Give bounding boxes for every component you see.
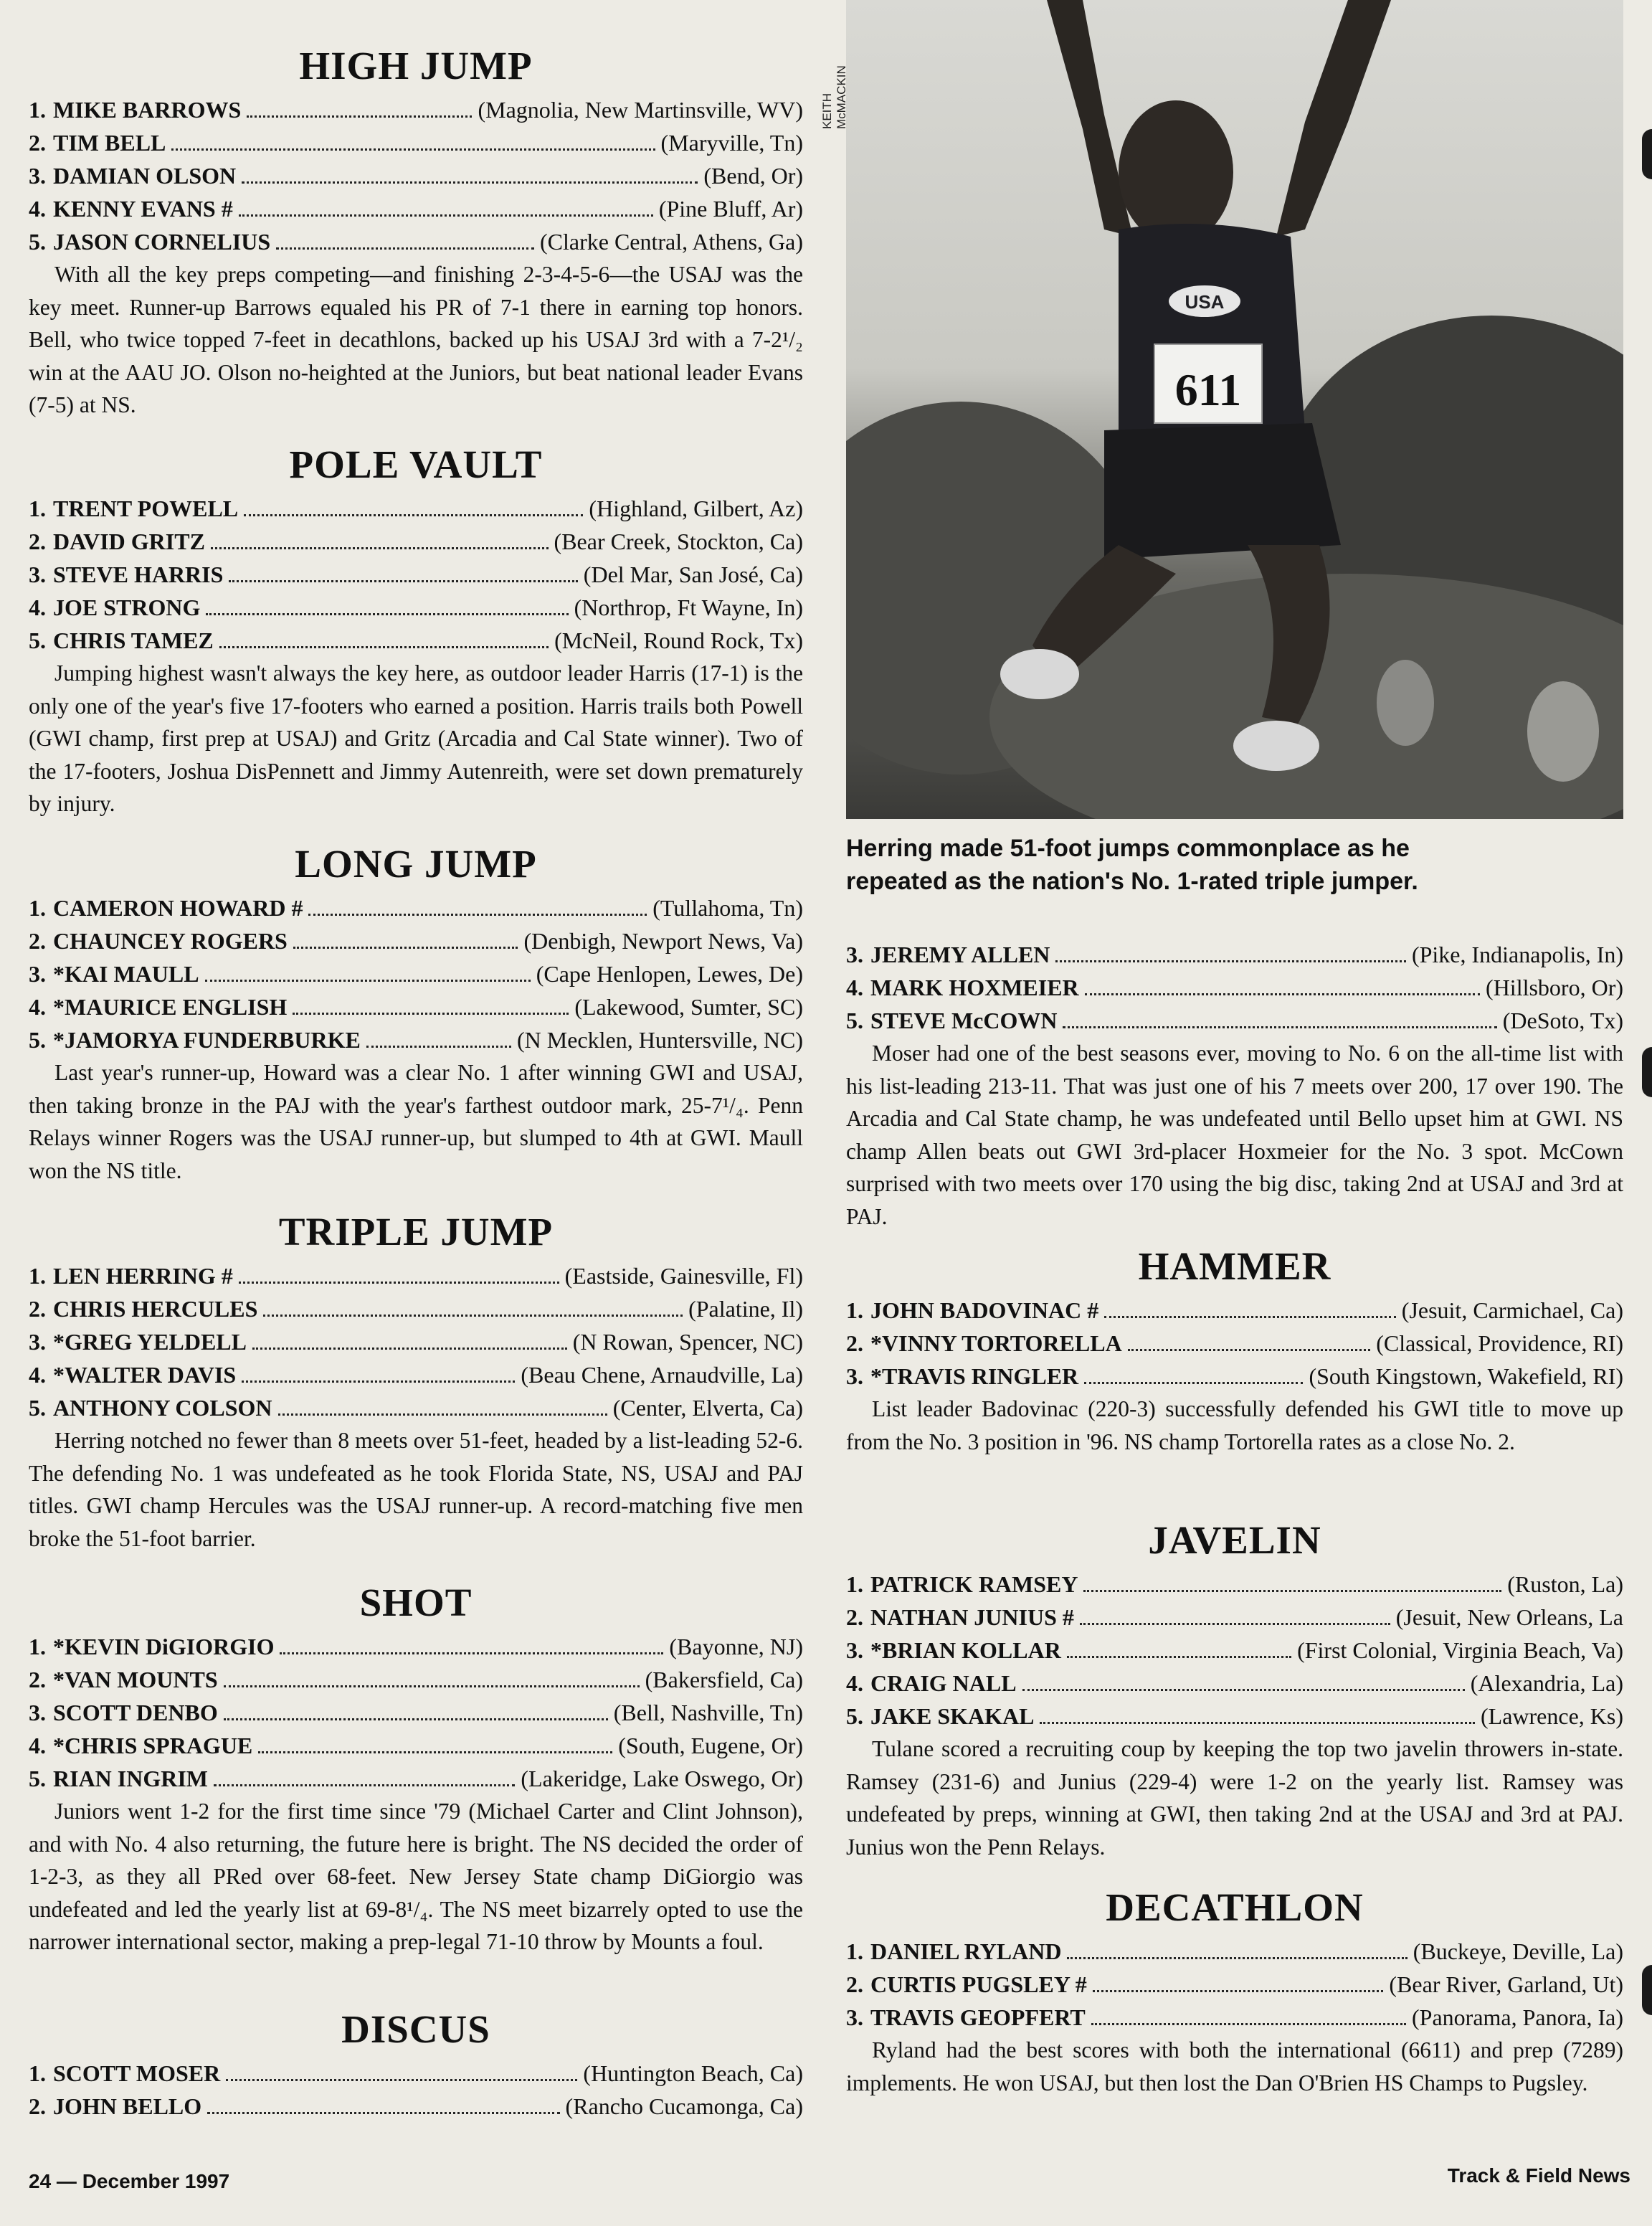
rank-number: 3. <box>29 163 46 189</box>
ranking-entry <box>846 2001 1623 2034</box>
ranking-entry <box>29 990 803 1023</box>
school-location: (Pike, Indianapolis, In) <box>1411 942 1623 967</box>
dot-leader <box>247 115 472 118</box>
event-commentary: Tulane scored a recruiting coup by keeping the top two javelin throwers in-state. Ramsey (231-6) and Junius (229-4) were 1-2 on the yearly list. Ramsey was undefeated by preps, winning at GWI, then taking 2nd at the USAJ and 3rd at PAJ. Junius won the Penn Relays. <box>846 1736 1623 1860</box>
school-location: (Highland, Gilbert, Az) <box>589 496 803 521</box>
school-location: (Bayonne, NJ) <box>669 1634 803 1659</box>
athlete-name: CRAIG NALL <box>870 1670 1017 1696</box>
dot-leader <box>1022 1689 1465 1691</box>
athlete-name: JASON CORNELIUS <box>53 229 271 255</box>
school-location: (Beau Chene, Arnaudville, La) <box>521 1362 803 1388</box>
athlete-name: *CHRIS SPRAGUE <box>53 1733 253 1758</box>
dot-leader <box>1067 1957 1407 1959</box>
school-location: (Lakeridge, Lake Oswego, Or) <box>521 1766 803 1791</box>
binder-tab <box>1642 129 1652 179</box>
event-title: TRIPLE JUMP <box>278 1210 554 1254</box>
rank-number: 4. <box>29 1733 46 1758</box>
rank-number: 5. <box>29 229 46 255</box>
page-footer-publication: Track & Field News <box>1447 2164 1630 2187</box>
school-location: (Northrop, Ft Wayne, In) <box>574 595 803 620</box>
dot-leader <box>276 247 534 250</box>
event-section <box>29 843 803 1187</box>
school-location: (Panorama, Panora, Ia) <box>1412 2004 1623 2030</box>
dot-leader <box>211 547 549 549</box>
event-section <box>29 1211 803 1555</box>
school-location: (Pine Bluff, Ar) <box>658 196 803 222</box>
rank-number: 2. <box>29 2093 46 2119</box>
ranking-entry <box>29 1358 803 1391</box>
athlete-name: TIM BELL <box>53 130 166 156</box>
dot-leader <box>242 181 698 184</box>
dot-leader <box>239 214 653 217</box>
event-section <box>29 2008 803 2123</box>
ranking-entry <box>846 1360 1623 1393</box>
dot-leader <box>263 1315 683 1317</box>
ranking-entry <box>846 1634 1623 1667</box>
school-location: (McNeil, Round Rock, Tx) <box>554 627 803 653</box>
event-title: HIGH JUMP <box>299 44 533 87</box>
school-location: (Bakersfield, Ca) <box>645 1667 803 1692</box>
event-commentary: Jumping highest wasn't always the key here, as outdoor leader Harris (17-1) is the only one of the year's five 17-footers who earned a position. Harris trails both Powell (GWI champ, first prep at USAJ) and Gritz (Arcadia and Cal State winner). Two of the 17-footers, Joshua DisPennett and Jimmy Autenreith, were set down prematurely by injury. <box>29 660 803 816</box>
event-section <box>846 1886 1623 2099</box>
ranking-entry <box>29 492 803 525</box>
rank-number: 1. <box>29 2060 46 2086</box>
athlete-name: RIAN INGRIM <box>53 1766 208 1791</box>
school-location: (N Rowan, Spencer, NC) <box>572 1329 803 1355</box>
ranking-entry <box>846 1968 1623 2001</box>
ranking-entry <box>29 2090 803 2123</box>
school-location: (Buckeye, Deville, La) <box>1413 1938 1623 1964</box>
event-title: DECATHLON <box>1106 1885 1364 1929</box>
rank-number: 1. <box>846 1297 863 1323</box>
athlete-name: JEREMY ALLEN <box>870 942 1050 967</box>
athlete-name: ANTHONY COLSON <box>53 1395 272 1421</box>
athlete-name: *KAI MAULL <box>53 961 199 987</box>
event-section <box>29 44 803 422</box>
ranking-entry <box>846 1667 1623 1700</box>
event-title: POLE VAULT <box>289 442 543 486</box>
dot-leader <box>206 613 568 615</box>
dot-leader <box>258 1751 612 1753</box>
school-location: (Rancho Cucamonga, Ca) <box>565 2093 803 2119</box>
athlete-name: *TRAVIS RINGLER <box>870 1363 1079 1389</box>
ranking-entry <box>29 159 803 192</box>
school-location: (Magnolia, New Martinsville, WV) <box>478 97 803 123</box>
dot-leader <box>278 1413 607 1416</box>
athlete-name: TRENT POWELL <box>53 496 239 521</box>
school-location: (Hillsboro, Or) <box>1486 975 1623 1000</box>
athlete-name: *MAURICE ENGLISH <box>53 994 288 1020</box>
school-location: (Bell, Nashville, Tn) <box>613 1700 803 1725</box>
caption-line-2: repeated as the nation's No. 1-rated triple jumper. <box>846 868 1418 895</box>
event-title: LONG JUMP <box>295 842 537 886</box>
ranking-entry <box>846 1004 1623 1037</box>
rank-number: 1. <box>29 1634 46 1659</box>
school-location: (Huntington Beach, Ca) <box>583 2060 803 2086</box>
athlete-name: SCOTT MOSER <box>53 2060 221 2086</box>
rank-number: 2. <box>29 1667 46 1692</box>
school-location: (N Mecklen, Huntersville, NC) <box>516 1027 803 1053</box>
ranking-entry <box>846 1327 1623 1360</box>
athlete-name: *BRIAN KOLLAR <box>870 1637 1061 1663</box>
event-section <box>846 1519 1623 1863</box>
ranking-entry <box>846 1568 1623 1601</box>
rank-number: 3. <box>29 1329 46 1355</box>
rank-number: 3. <box>29 1700 46 1725</box>
athlete-name: CAMERON HOWARD # <box>53 895 303 921</box>
rank-number: 3. <box>846 1637 863 1663</box>
school-location: (Tullahoma, Tn) <box>652 895 803 921</box>
athlete-name: JOE STRONG <box>53 595 201 620</box>
ranking-entry <box>29 891 803 924</box>
dot-leader <box>1091 2023 1406 2025</box>
event-commentary: List leader Badovinac (220-3) successfully defended his GWI title to move up from the No. 3 position in '96. NS champ Tortorella rates as a close No. 2. <box>846 1396 1623 1454</box>
bib-number: 611 <box>1174 364 1242 415</box>
rank-number: 3. <box>846 942 863 967</box>
athlete-name: *GREG YELDELL <box>53 1329 247 1355</box>
school-location: (South, Eugene, Or) <box>618 1733 803 1758</box>
ranking-entry <box>29 1325 803 1358</box>
page-footer-date: 24 — December 1997 <box>29 2170 230 2192</box>
school-location: (South Kingstown, Wakefield, RI) <box>1309 1363 1623 1389</box>
ranking-entry <box>29 1696 803 1729</box>
rank-number: 1. <box>29 97 46 123</box>
event-section <box>846 938 1623 1233</box>
dot-leader <box>293 947 518 949</box>
ranking-entry <box>29 1663 803 1696</box>
school-location: (Classical, Providence, RI) <box>1376 1330 1623 1356</box>
school-location: (Eastside, Gainesville, Fl) <box>564 1263 803 1289</box>
dot-leader <box>1063 1026 1496 1028</box>
ranking-entry <box>29 126 803 159</box>
dot-leader <box>308 914 647 916</box>
dot-leader <box>1085 993 1480 995</box>
event-commentary: Herring notched no fewer than 8 meets over 51-feet, headed by a list-leading 52-6. The defending No. 1 was undefeated as he took Florida State, NS, USAJ and PAJ titles. GWI champ Hercules was the USAJ runner-up. A record-matching five men broke the 51-foot barrier. <box>29 1428 803 1551</box>
dot-leader <box>1080 1623 1390 1625</box>
ranking-entry <box>29 1292 803 1325</box>
dot-leader <box>226 2079 577 2081</box>
rank-number: 1. <box>29 1263 46 1289</box>
dot-leader <box>1067 1656 1291 1658</box>
athlete-name: *VAN MOUNTS <box>53 1667 218 1692</box>
dot-leader <box>252 1348 567 1350</box>
event-section <box>29 443 803 820</box>
school-location: (Cape Henlopen, Lewes, De) <box>536 961 803 987</box>
event-section <box>846 1245 1623 1458</box>
athlete-name: KENNY EVANS # <box>53 196 233 222</box>
school-location: (Bend, Or) <box>703 163 803 189</box>
event-title: DISCUS <box>341 2007 490 2051</box>
rank-number: 4. <box>846 975 863 1000</box>
rank-number: 4. <box>29 994 46 1020</box>
ranking-entry <box>29 1762 803 1795</box>
dot-leader <box>1084 1382 1303 1384</box>
school-location: (Maryville, Tn) <box>660 130 803 156</box>
school-location: (Clarke Central, Athens, Ga) <box>540 229 803 255</box>
ranking-entry <box>29 1259 803 1292</box>
school-location: (Jesuit, New Orleans, La <box>1395 1604 1623 1630</box>
athlete-name: CHAUNCEY ROGERS <box>53 928 288 954</box>
rank-number: 2. <box>846 1330 863 1356</box>
ranking-entry <box>29 2057 803 2090</box>
athlete-name: CHRIS HERCULES <box>53 1296 258 1322</box>
rank-number: 3. <box>846 2004 863 2030</box>
photo-credit: KEITH McMACKIN <box>820 65 848 129</box>
athlete-name: MIKE BARROWS <box>53 97 242 123</box>
school-location: (First Colonial, Virginia Beach, Va) <box>1297 1637 1623 1663</box>
ranking-entry <box>29 1391 803 1424</box>
school-location: (DeSoto, Tx) <box>1502 1008 1623 1033</box>
athlete-name: JAKE SKAKAL <box>870 1703 1035 1729</box>
school-location: (Center, Elverta, Ca) <box>612 1395 803 1421</box>
rank-number: 2. <box>29 130 46 156</box>
rank-number: 4. <box>29 595 46 620</box>
ranking-entry <box>29 558 803 591</box>
rank-number: 5. <box>846 1008 863 1033</box>
school-location: (Bear River, Garland, Ut) <box>1389 1971 1623 1997</box>
triple-jumper-image <box>846 0 1623 819</box>
event-commentary: Last year's runner-up, Howard was a clear No. 1 after winning GWI and USAJ, then taking bronze in the PAJ with the year's farthest outdoor mark, 25-7¹/₄. Penn Relays winner Rogers was the USAJ runner-up, but slumped to 4th at GWI. Maull won the NS title. <box>29 1060 803 1183</box>
athlete-name: MARK HOXMEIER <box>870 975 1079 1000</box>
school-location: (Alexandria, La) <box>1470 1670 1623 1696</box>
school-location: (Denbigh, Newport News, Va) <box>523 928 803 954</box>
dot-leader <box>1055 960 1406 962</box>
athlete-name: PATRICK RAMSEY <box>870 1571 1078 1597</box>
athlete-name: DANIEL RYLAND <box>870 1938 1062 1964</box>
athlete-name: *VINNY TORTORELLA <box>870 1330 1122 1356</box>
rank-number: 1. <box>846 1938 863 1964</box>
dot-leader <box>293 1013 569 1015</box>
rank-number: 1. <box>29 496 46 521</box>
ranking-entry <box>846 1935 1623 1968</box>
ranking-entry <box>29 93 803 126</box>
dot-leader <box>1083 1590 1501 1592</box>
ranking-entry <box>29 1729 803 1762</box>
dot-leader <box>280 1652 663 1654</box>
event-commentary: Juniors went 1-2 for the first time since '79 (Michael Carter and Clint Johnson), and with No. 4 also returning, the future here is bright. The NS decided the order of 1-2-3, as they all PRed over 68-feet. New Jersey State champ DiGiorgio was undefeated and led the yearly list at 69-8¹/₄. The NS meet bizarrely opted to use the narrower international sector, making a prep-legal 71-10 throw by Mounts a foul. <box>29 1799 803 1954</box>
athlete-name: CHRIS TAMEZ <box>53 627 214 653</box>
school-location: (Ruston, La) <box>1507 1571 1623 1597</box>
school-location: (Lawrence, Ks) <box>1481 1703 1623 1729</box>
event-section <box>29 1581 803 1959</box>
dot-leader <box>1128 1349 1371 1351</box>
athlete-photo <box>846 0 1623 819</box>
rank-number: 5. <box>29 1027 46 1053</box>
caption-line-1: Herring made 51-foot jumps commonplace as he <box>846 835 1410 862</box>
ranking-entry <box>29 591 803 624</box>
dot-leader <box>244 514 583 516</box>
school-location: (Jesuit, Carmichael, Ca) <box>1401 1297 1623 1323</box>
rank-number: 2. <box>846 1604 863 1630</box>
ranking-entry <box>846 938 1623 971</box>
athlete-name: CURTIS PUGSLEY # <box>870 1971 1087 1997</box>
rank-number: 4. <box>29 196 46 222</box>
rank-number: 3. <box>29 562 46 587</box>
athlete-name: JOHN BELLO <box>53 2093 202 2119</box>
bib-top-text: USA <box>1185 291 1225 313</box>
athlete-name: TRAVIS GEOPFERT <box>870 2004 1086 2030</box>
rank-number: 2. <box>29 529 46 554</box>
rank-number: 2. <box>846 1971 863 1997</box>
event-commentary: Moser had one of the best seasons ever, moving to No. 6 on the all-time list with his list-leading 213-11. That was just one of his 7 meets over 200, 17 over 190. The Arcadia and Cal State champ, he was undefeated until Bello upset him at GWI. NS champ Allen beats out GWI 3rd-placer Hoxmeier for the No. 3 spot. McCown surprised with two meets over 170 using the big disc, taking 2nd at USAJ and 3rd at PAJ. <box>846 1041 1623 1229</box>
ranking-entry <box>29 225 803 258</box>
dot-leader <box>1093 1990 1384 1992</box>
school-location: (Bear Creek, Stockton, Ca) <box>554 529 803 554</box>
ranking-entry <box>29 525 803 558</box>
photo-caption <box>846 832 1623 898</box>
rank-number: 1. <box>29 895 46 921</box>
ranking-entry <box>846 1294 1623 1327</box>
athlete-name: STEVE HARRIS <box>53 562 224 587</box>
rank-number: 5. <box>29 1395 46 1421</box>
ranking-entry <box>846 1700 1623 1733</box>
ranking-entry <box>846 1601 1623 1634</box>
ranking-entry <box>29 624 803 657</box>
athlete-name: SCOTT DENBO <box>53 1700 218 1725</box>
dot-leader <box>224 1718 608 1720</box>
event-title: SHOT <box>359 1581 473 1624</box>
dot-leader <box>207 2112 559 2114</box>
school-location: (Del Mar, San José, Ca) <box>583 562 803 587</box>
rank-number: 2. <box>29 928 46 954</box>
rank-number: 3. <box>846 1363 863 1389</box>
rank-number: 1. <box>846 1571 863 1597</box>
event-commentary: Ryland had the best scores with both the international (6611) and prep (7289) implements. He won USAJ, but then lost the Dan O'Brien HS Champs to Pugsley. <box>846 2037 1623 2095</box>
ranking-entry <box>29 957 803 990</box>
ranking-entry <box>29 192 803 225</box>
dot-leader <box>214 1784 515 1786</box>
ranking-entry <box>29 1023 803 1056</box>
dot-leader <box>224 1685 640 1687</box>
athlete-name: *JAMORYA FUNDERBURKE <box>53 1027 361 1053</box>
ranking-entry <box>29 924 803 957</box>
ranking-entry <box>29 1630 803 1663</box>
dot-leader <box>205 980 531 982</box>
rank-number: 5. <box>846 1703 863 1729</box>
dot-leader <box>229 580 577 582</box>
rank-number: 4. <box>846 1670 863 1696</box>
event-title: HAMMER <box>1138 1244 1331 1288</box>
school-location: (Lakewood, Sumter, SC) <box>574 994 803 1020</box>
dot-leader <box>1040 1722 1475 1724</box>
rank-number: 3. <box>29 961 46 987</box>
athlete-name: *WALTER DAVIS <box>53 1362 237 1388</box>
athlete-name: LEN HERRING # <box>53 1263 233 1289</box>
athlete-name: DAVID GRITZ <box>53 529 205 554</box>
binder-tab <box>1642 1047 1652 1097</box>
athlete-name: STEVE McCOWN <box>870 1008 1058 1033</box>
dot-leader <box>242 1380 515 1383</box>
dot-leader <box>239 1282 559 1284</box>
school-location: (Palatine, Il) <box>688 1296 803 1322</box>
athlete-name: DAMIAN OLSON <box>53 163 237 189</box>
rank-number: 4. <box>29 1362 46 1388</box>
rank-number: 2. <box>29 1296 46 1322</box>
rank-number: 5. <box>29 1766 46 1791</box>
rank-number: 5. <box>29 627 46 653</box>
athlete-name: NATHAN JUNIUS # <box>870 1604 1074 1630</box>
ranking-entry <box>846 971 1623 1004</box>
dot-leader <box>1104 1316 1396 1318</box>
dot-leader <box>366 1046 511 1048</box>
dot-leader <box>171 148 655 151</box>
dot-leader <box>219 646 549 648</box>
event-commentary: With all the key preps competing—and finishing 2-3-4-5-6—the USAJ was the key meet. Runner-up Barrows equaled his PR of 7-1 there in earning top honors. Bell, who twice topped 7-feet in decathlons, backed up his USAJ 3rd with a 7-2¹/₂ win at the AAU JO. Olson no-heighted at the Juniors, but beat national leader Evans (7-5) at NS. <box>29 262 803 417</box>
event-title: JAVELIN <box>1148 1518 1321 1562</box>
athlete-name: *KEVIN DiGIORGIO <box>53 1634 275 1659</box>
athlete-name: JOHN BADOVINAC # <box>870 1297 1099 1323</box>
binder-tab <box>1642 1965 1652 2015</box>
